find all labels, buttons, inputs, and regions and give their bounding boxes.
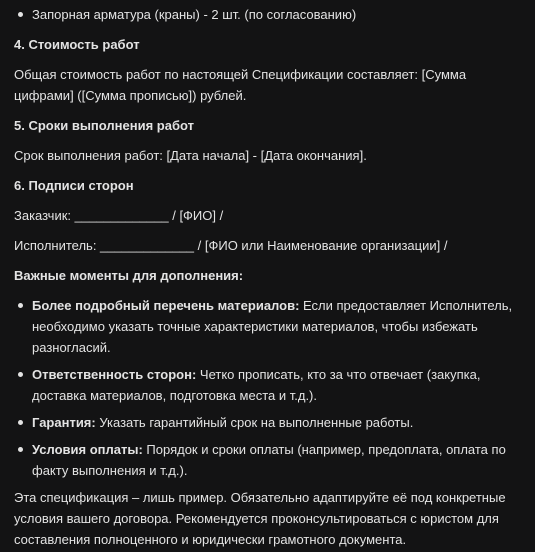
list-item-title: Ответственность сторон: xyxy=(32,367,197,382)
list-item xyxy=(32,295,521,358)
list-item-text: Четко прописать, кто за что отвечает (закупка, доставка материалов, подготовка места и т.д.). xyxy=(32,367,481,403)
list-item-title: Более подробный перечень материалов: xyxy=(32,298,300,313)
contractor-signature-line: Исполнитель: _____________ / [ФИО или Наименование организации] / xyxy=(14,238,448,253)
list-item xyxy=(32,439,521,481)
materials-list xyxy=(14,4,521,25)
list-item: Запорная арматура (краны) - 2 шт. (по согласованию) xyxy=(32,4,521,25)
section-heading-terms: 5. Сроки выполнения работ xyxy=(14,118,194,133)
closing-paragraph: Эта спецификация – лишь пример. Обязательно адаптируйте её под конкретные условия вашего договора. Рекомендуется проконсультироваться с юристом для составления полноценного и юридически грамотного документа. xyxy=(14,490,506,547)
cost-text: Общая стоимость работ по настоящей Спецификации составляет: [Сумма цифрами] ([Сумма прописью]) рублей. xyxy=(14,67,467,103)
list-item xyxy=(32,364,521,406)
customer-signature-line: Заказчик: _____________ / [ФИО] / xyxy=(14,208,224,223)
important-points-heading: Важные моменты для дополнения: xyxy=(14,268,244,283)
list-item-title: Гарантия: xyxy=(32,415,96,430)
list-item-title: Условия оплаты: xyxy=(32,442,143,457)
important-points-list xyxy=(14,295,521,481)
list-item-text: Если предоставляет Исполнитель, необходимо указать точные характеристики материалов, чтобы избежать разногласий. xyxy=(32,298,513,355)
section-heading-cost: 4. Стоимость работ xyxy=(14,37,140,52)
terms-text: Срок выполнения работ: [Дата начала] - [Дата окончания]. xyxy=(14,148,367,163)
section-heading-signatures: 6. Подписи сторон xyxy=(14,178,134,193)
list-item-text: Порядок и сроки оплаты (например, предоплата, оплата по факту выполнения и т.д.). xyxy=(32,442,506,478)
list-item-text: Указать гарантийный срок на выполненные работы. xyxy=(95,415,414,430)
list-item xyxy=(32,412,521,433)
